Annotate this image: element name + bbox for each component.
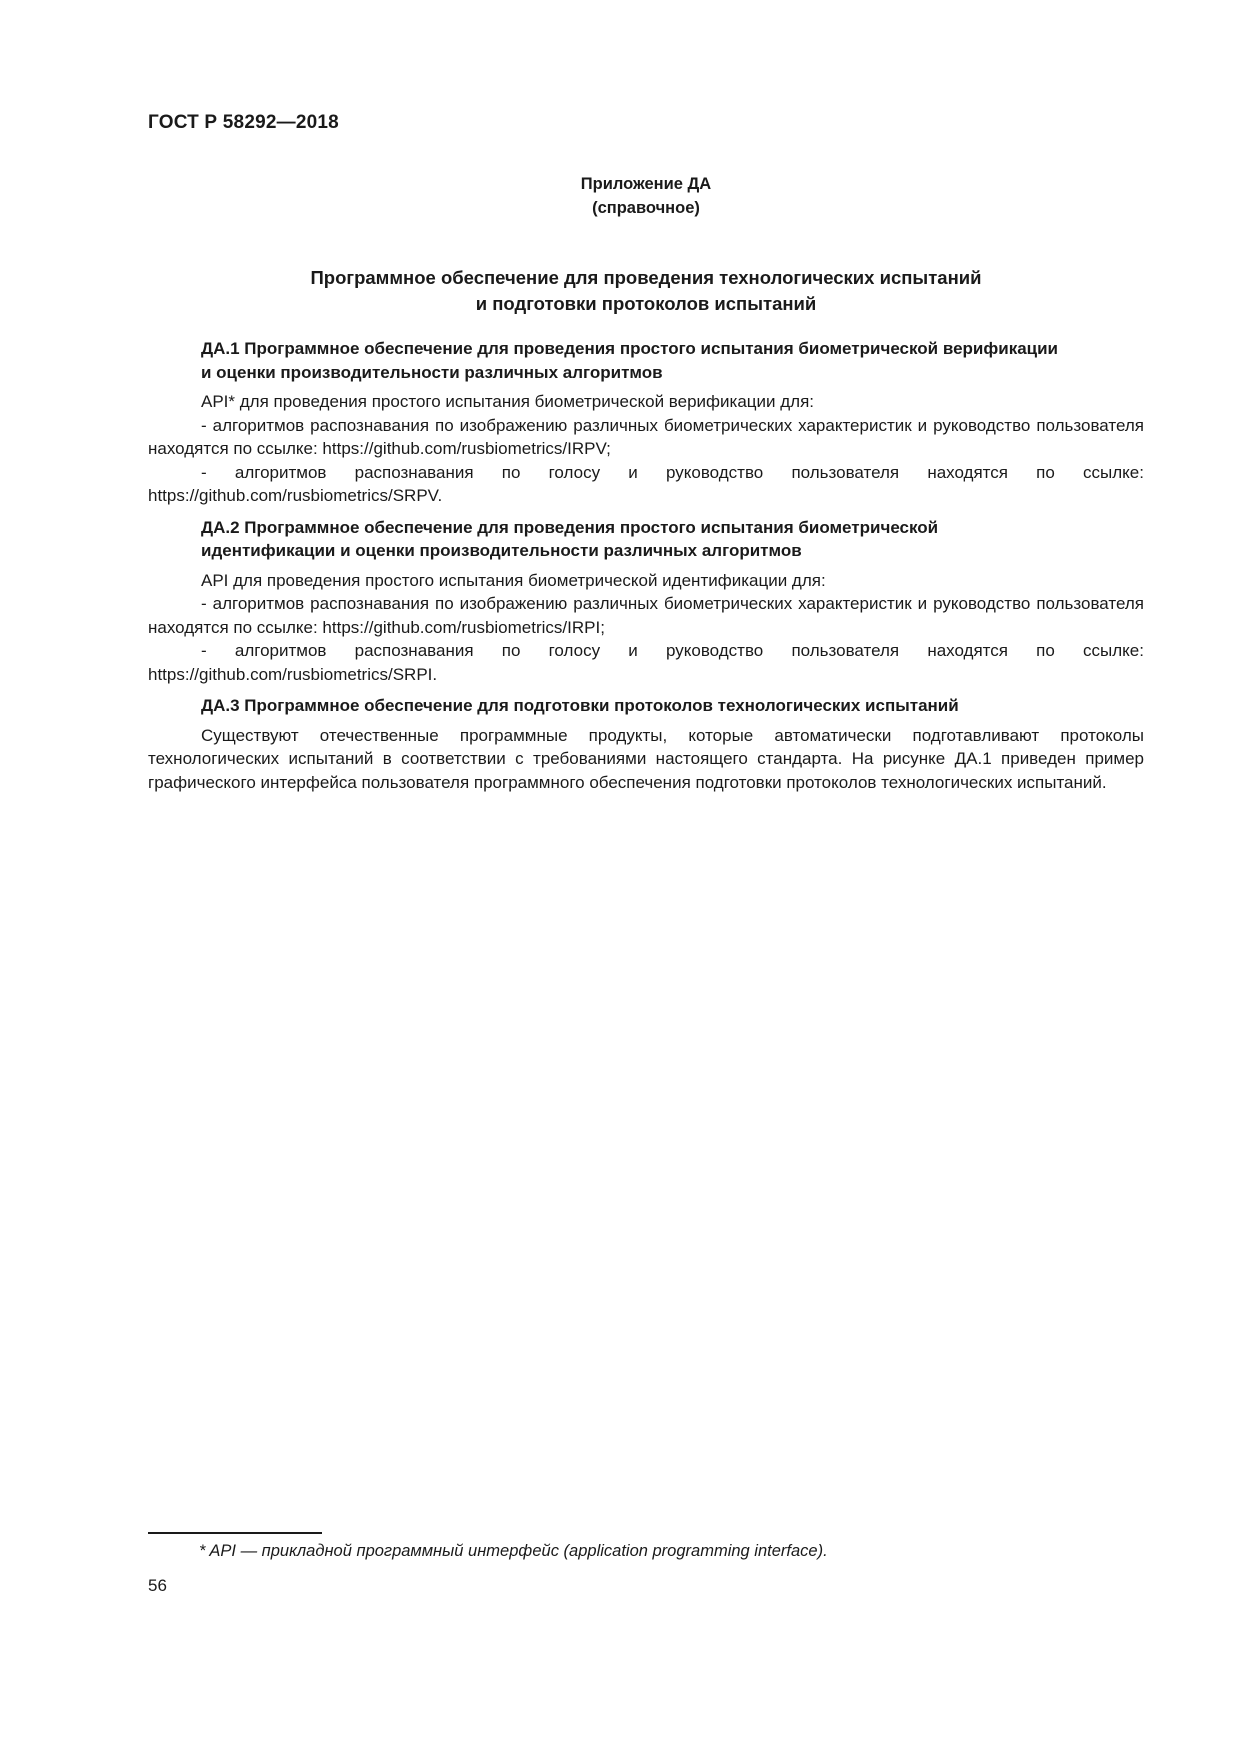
footnote-divider <box>148 1532 322 1534</box>
section-heading-line-2: идентификации и оценки производительности различных алгоритмов <box>201 541 802 560</box>
section-heading-line-2: и оценки производительности различных алгоритмов <box>201 362 663 382</box>
section-da3 <box>148 694 1144 794</box>
document-body <box>148 337 1144 794</box>
paragraph: API* для проведения простого испытания биометрической верификации для: <box>201 392 815 411</box>
paragraph: - алгоритмов распознавания по голосу и руководство пользователя находятся по ссылке: https://github.com/rusbiometrics/SRPI. <box>148 641 1144 684</box>
page-title-line-1: Программное обеспечение для проведения технологических испытаний <box>310 267 982 288</box>
page-title <box>148 265 1144 317</box>
section-da2 <box>148 516 1144 687</box>
paragraph: - алгоритмов распознавания по изображению различных биометрических характеристик и руководство пользователя находятся по ссылке: https://github.com/rusbiometrics/IRPI; <box>148 594 1144 637</box>
section-heading <box>148 337 1144 384</box>
standard-number: ГОСТ Р 58292—2018 <box>148 112 339 133</box>
section-heading-line-1: ДА.3 Программное обеспечение для подготовки протоколов технологических испытаний <box>201 696 959 715</box>
paragraph: - алгоритмов распознавания по изображению различных биометрических характеристик и руководство пользователя находятся по ссылке: https://github.com/rusbiometrics/IRPV; <box>148 415 1144 458</box>
appendix-title: Приложение ДА <box>580 175 712 193</box>
paragraph: Существуют отечественные программные продукты, которые автоматически подготавливают протоколы технологических испытаний в соответствии с требованиями настоящего стандарта. На рисунке ДА.1 приведен пример графического интерфейса пользователя программного обеспечения подготовки протоколов технологических испытаний. <box>148 725 1144 792</box>
section-heading-line-1: ДА.1 Программное обеспечение для проведения простого испытания биометрической верификации <box>201 339 1059 358</box>
section-heading <box>148 516 1144 563</box>
section-heading-line-1: ДА.2 Программное обеспечение для проведения простого испытания биометрической <box>201 517 939 537</box>
page-title-line-2: и подготовки протоколов испытаний <box>475 293 817 314</box>
footnote: * API — прикладной программный интерфейс (application programming interface). <box>199 1542 828 1560</box>
section-heading <box>148 694 1144 718</box>
section-da1 <box>148 337 1144 508</box>
page-number: 56 <box>148 1576 167 1595</box>
appendix-type: (справочное) <box>592 199 700 217</box>
paragraph: API для проведения простого испытания биометрической идентификации для: <box>201 570 826 590</box>
appendix-label <box>148 172 1144 220</box>
paragraph: - алгоритмов распознавания по голосу и руководство пользователя находятся по ссылке: https://github.com/rusbiometrics/SRPV. <box>148 462 1144 505</box>
